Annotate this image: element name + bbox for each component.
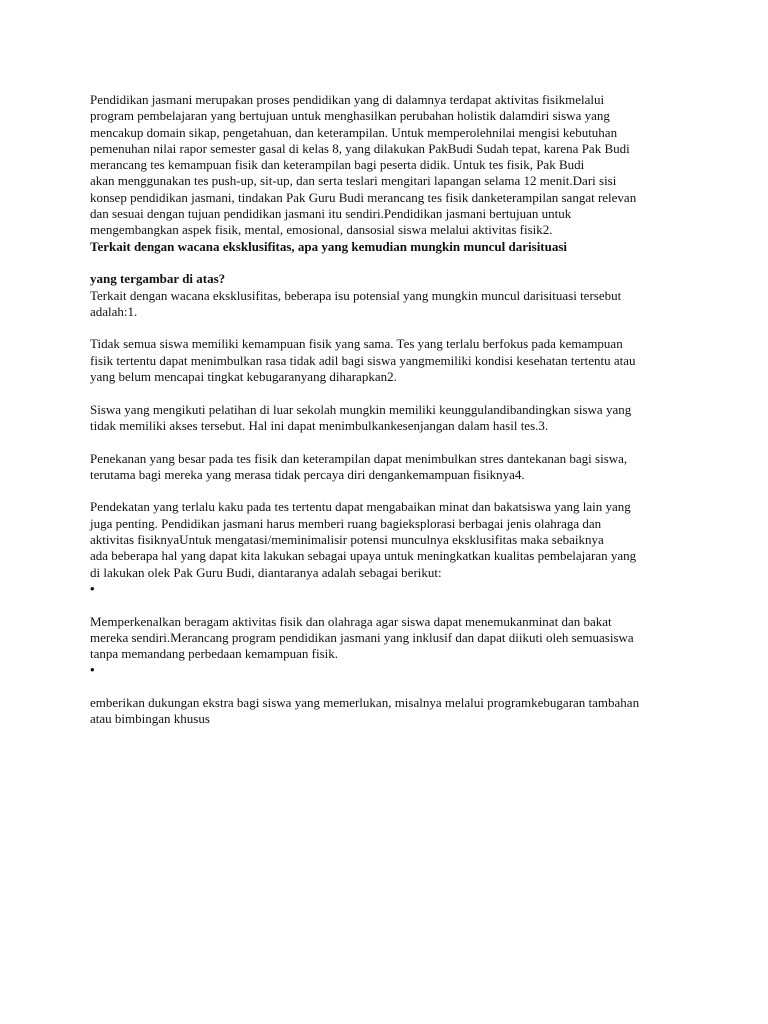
spacer bbox=[90, 434, 680, 450]
point-3-paragraph bbox=[90, 451, 680, 484]
text-line: mereka sendiri.Merancang program pendidikan jasmani yang inklusif dan dapat diikuti oleh semuasiswa bbox=[90, 629, 634, 645]
point-2-paragraph bbox=[90, 402, 680, 435]
text-line: program pembelajaran yang bertujuan untuk menghasilkan perubahan holistik dalamdiri siswa yang bbox=[90, 108, 610, 124]
text-line: Siswa yang mengikuti pelatihan di luar sekolah mungkin memiliki keunggulandibandingkan siswa yang bbox=[90, 401, 632, 417]
text-line: fisik tertentu dapat menimbulkan rasa tidak adil bagi siswa yangmemiliki kondisi kesehatan tertentu atau bbox=[90, 352, 636, 368]
text-line: merancang tes kemampuan fisik dan keterampilan bagi peserta didik. Untuk tes fisik, Pak Budi bbox=[90, 157, 585, 173]
answer-intro bbox=[90, 288, 680, 321]
spacer bbox=[90, 679, 680, 695]
text-line: terutama bagi mereka yang merasa tidak percaya diri dengankemampuan fisiknya4. bbox=[90, 466, 525, 482]
bullet-icon: • bbox=[90, 662, 95, 678]
text-line: tanpa memandang perbedaan kemampuan fisik. bbox=[90, 646, 338, 662]
text-line: Tidak semua siswa memiliki kemampuan fisik yang sama. Tes yang terlalu berfokus pada kemampuan bbox=[90, 336, 623, 352]
text-line: Pendekatan yang terlalu kaku pada tes tertentu dapat mengabaikan minat dan bakatsiswa yang lain yang bbox=[90, 499, 631, 515]
document-page bbox=[90, 92, 680, 728]
text-line: emberikan dukungan ekstra bagi siswa yang memerlukan, misalnya melalui programkebugaran tambahan bbox=[90, 694, 640, 710]
text-line: Penekanan yang besar pada tes fisik dan keterampilan dapat menimbulkan stres dantekanan bagi siswa, bbox=[90, 450, 628, 466]
text-line: mengembangkan aspek fisik, mental, emosional, dansosial siswa melalui aktivitas fisik2. bbox=[90, 222, 553, 238]
spacer bbox=[90, 597, 680, 613]
spacer bbox=[90, 255, 680, 271]
question-heading-continued: yang tergambar di atas? bbox=[90, 271, 226, 287]
text-line: konsep pendidikan jasmani, tindakan Pak Guru Budi merancang tes fisik danketerampilan sangat relevan bbox=[90, 189, 637, 205]
text-line: akan menggunakan tes push-up, sit-up, dan serta teslari mengitari lapangan selama 12 menit.Dari sisi bbox=[90, 173, 617, 189]
text-line: adalah:1. bbox=[90, 303, 138, 319]
text-line: atau bimbingan khusus bbox=[90, 711, 210, 727]
point-1-paragraph bbox=[90, 336, 680, 385]
text-line: tidak memiliki akses tersebut. Hal ini dapat menimbulkankesenjangan dalam hasil tes.3. bbox=[90, 417, 549, 433]
text-line: Memperkenalkan beragam aktivitas fisik dan olahraga agar siswa dapat menemukanminat dan bakat bbox=[90, 613, 612, 629]
text-line: pemenuhan nilai rapor semester gasal di kelas 8, yang dilakukan PakBudi Sudah tepat, karena Pak Budi bbox=[90, 140, 630, 156]
text-line: dan sesuai dengan tujuan pendidikan jasmani itu sendiri.Pendidikan jasmani bertujuan untuk bbox=[90, 206, 572, 222]
spacer bbox=[90, 320, 680, 336]
bullet-icon: • bbox=[90, 580, 95, 596]
spacer bbox=[90, 483, 680, 499]
question-heading: Terkait dengan wacana eksklusifitas, apa yang kemudian mungkin muncul darisituasi bbox=[90, 238, 568, 254]
spacer bbox=[90, 385, 680, 401]
point-4-paragraph bbox=[90, 499, 680, 580]
text-line: ada beberapa hal yang dapat kita lakukan sebagai upaya untuk meningkatkan kualitas pembelajaran yang bbox=[90, 548, 637, 564]
bullet-2-paragraph bbox=[90, 695, 680, 728]
bullet-1-paragraph bbox=[90, 614, 680, 663]
intro-paragraph bbox=[90, 92, 680, 239]
text-line: di lakukan olek Pak Guru Budi, diantaranya adalah sebagai berikut: bbox=[90, 564, 442, 580]
text-line: yang belum mencapai tingkat kebugaranyang diharapkan2. bbox=[90, 369, 397, 385]
text-line: juga penting. Pendidikan jasmani harus memberi ruang bagieksplorasi berbagai jenis olahraga dan bbox=[90, 515, 602, 531]
text-line: aktivitas fisiknyaUntuk mengatasi/meminimalisir potensi munculnya eksklusifitas maka sebaiknya bbox=[90, 532, 604, 548]
text-line: mencakup domain sikap, pengetahuan, dan keterampilan. Untuk memperolehnilai mengisi kebutuhan bbox=[90, 124, 618, 140]
text-line: Pendidikan jasmani merupakan proses pendidikan yang di dalamnya terdapat aktivitas fisikmelalui bbox=[90, 92, 605, 107]
text-line: Terkait dengan wacana eksklusifitas, beberapa isu potensial yang mungkin muncul darisituasi tersebut bbox=[90, 287, 622, 303]
